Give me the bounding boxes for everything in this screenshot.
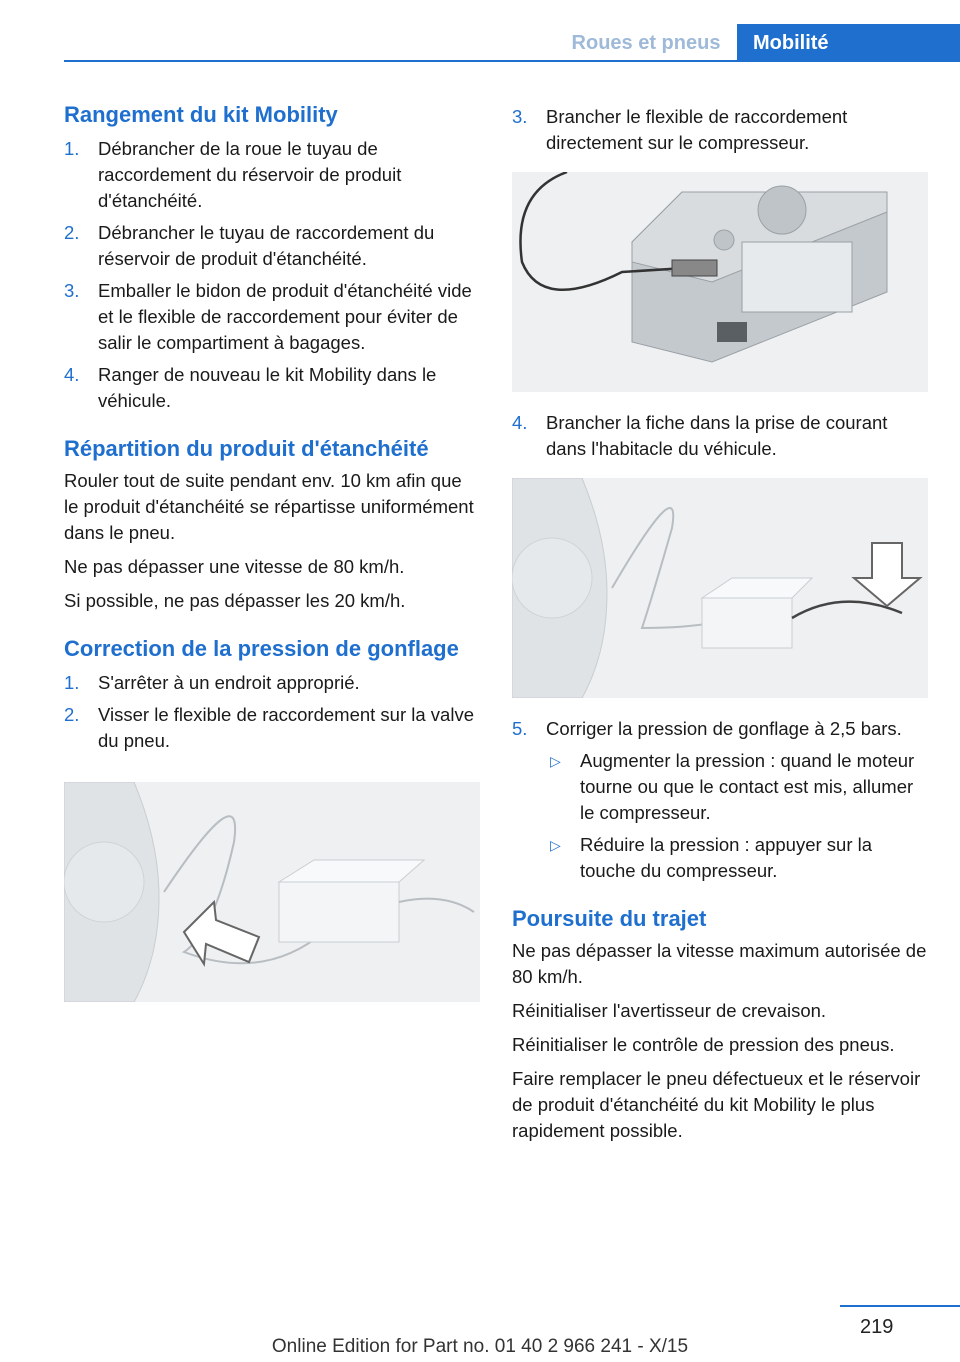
list-item: 1. Débrancher de la roue le tuyau de raccordement du réservoir de produit d'étanchéité. (64, 138, 402, 211)
header-chapter-tab[interactable]: Mobilité (737, 24, 960, 62)
left-column (64, 100, 480, 1020)
paragraph: Réinitialiser l'avertisseur de crevaison. (512, 1000, 827, 1021)
page-number: 219 (860, 1316, 894, 1338)
triangle-bullet-icon: ▷ (550, 837, 561, 853)
paragraph: Si possible, ne pas dépasser les 20 km/h. (64, 590, 406, 611)
heading-distribution: Répartition du produit d'étanchéité (64, 436, 429, 461)
triangle-bullet-icon: ▷ (550, 753, 561, 769)
paragraph: Réinitialiser le contrôle de pression des pneus. (512, 1034, 895, 1055)
list-item: ▷ Augmenter la pression : quand le moteur tourne ou que le contact est mis, allumer le compresseur. (550, 750, 915, 823)
list-item: ▷ Réduire la pression : appuyer sur la touche du compresseur. (550, 834, 873, 881)
edition-note: Online Edition for Part no. 01 40 2 966 241 - X/15 (271, 1336, 689, 1357)
illustration-power-socket (512, 478, 928, 698)
header-rule (64, 60, 960, 62)
footer-rule (840, 1305, 960, 1307)
paragraph: Faire remplacer le pneu défectueux et le réservoir de produit d'étanchéité du kit Mobility le plus rapidement possible. (512, 1068, 921, 1141)
list-item: 4. Ranger de nouveau le kit Mobility dans le véhicule. (64, 364, 437, 411)
illustration-compressor-connection (512, 172, 928, 392)
header-section-tab[interactable]: Roues et pneus (571, 32, 721, 54)
list-item: 2. Visser le flexible de raccordement sur la valve du pneu. (64, 704, 474, 751)
paragraph: Ne pas dépasser la vitesse maximum autorisée de 80 km/h. (512, 940, 927, 987)
heading-storage: Rangement du kit Mobility (64, 102, 338, 127)
heading-pressure-correction: Correction de la pression de gonflage (64, 636, 459, 661)
illustration-valve-connection (64, 782, 480, 1002)
right-column (512, 100, 928, 1152)
list-item: 2. Débrancher le tuyau de raccordement du réservoir de produit d'étanchéité. (64, 222, 435, 269)
heading-continue-journey: Poursuite du trajet (512, 906, 707, 931)
list-item: 4. Brancher la fiche dans la prise de courant dans l'habitacle du véhicule. (512, 412, 888, 459)
paragraph: Ne pas dépasser une vitesse de 80 km/h. (64, 556, 405, 577)
list-item: 3. Emballer le bidon de produit d'étanchéité vide et le flexible de raccordement pour éviter de salir le compartiment à bagages. (64, 280, 472, 353)
list-item: 3. Brancher le flexible de raccordement directement sur le compresseur. (512, 106, 848, 153)
paragraph: Rouler tout de suite pendant env. 10 km afin que le produit d'étanchéité se répartisse uniformément dans le pneu. (64, 470, 474, 543)
list-item: 5. Corriger la pression de gonflage à 2,5 bars. (512, 718, 902, 739)
list-item: 1. S'arrêter à un endroit approprié. (64, 672, 360, 693)
